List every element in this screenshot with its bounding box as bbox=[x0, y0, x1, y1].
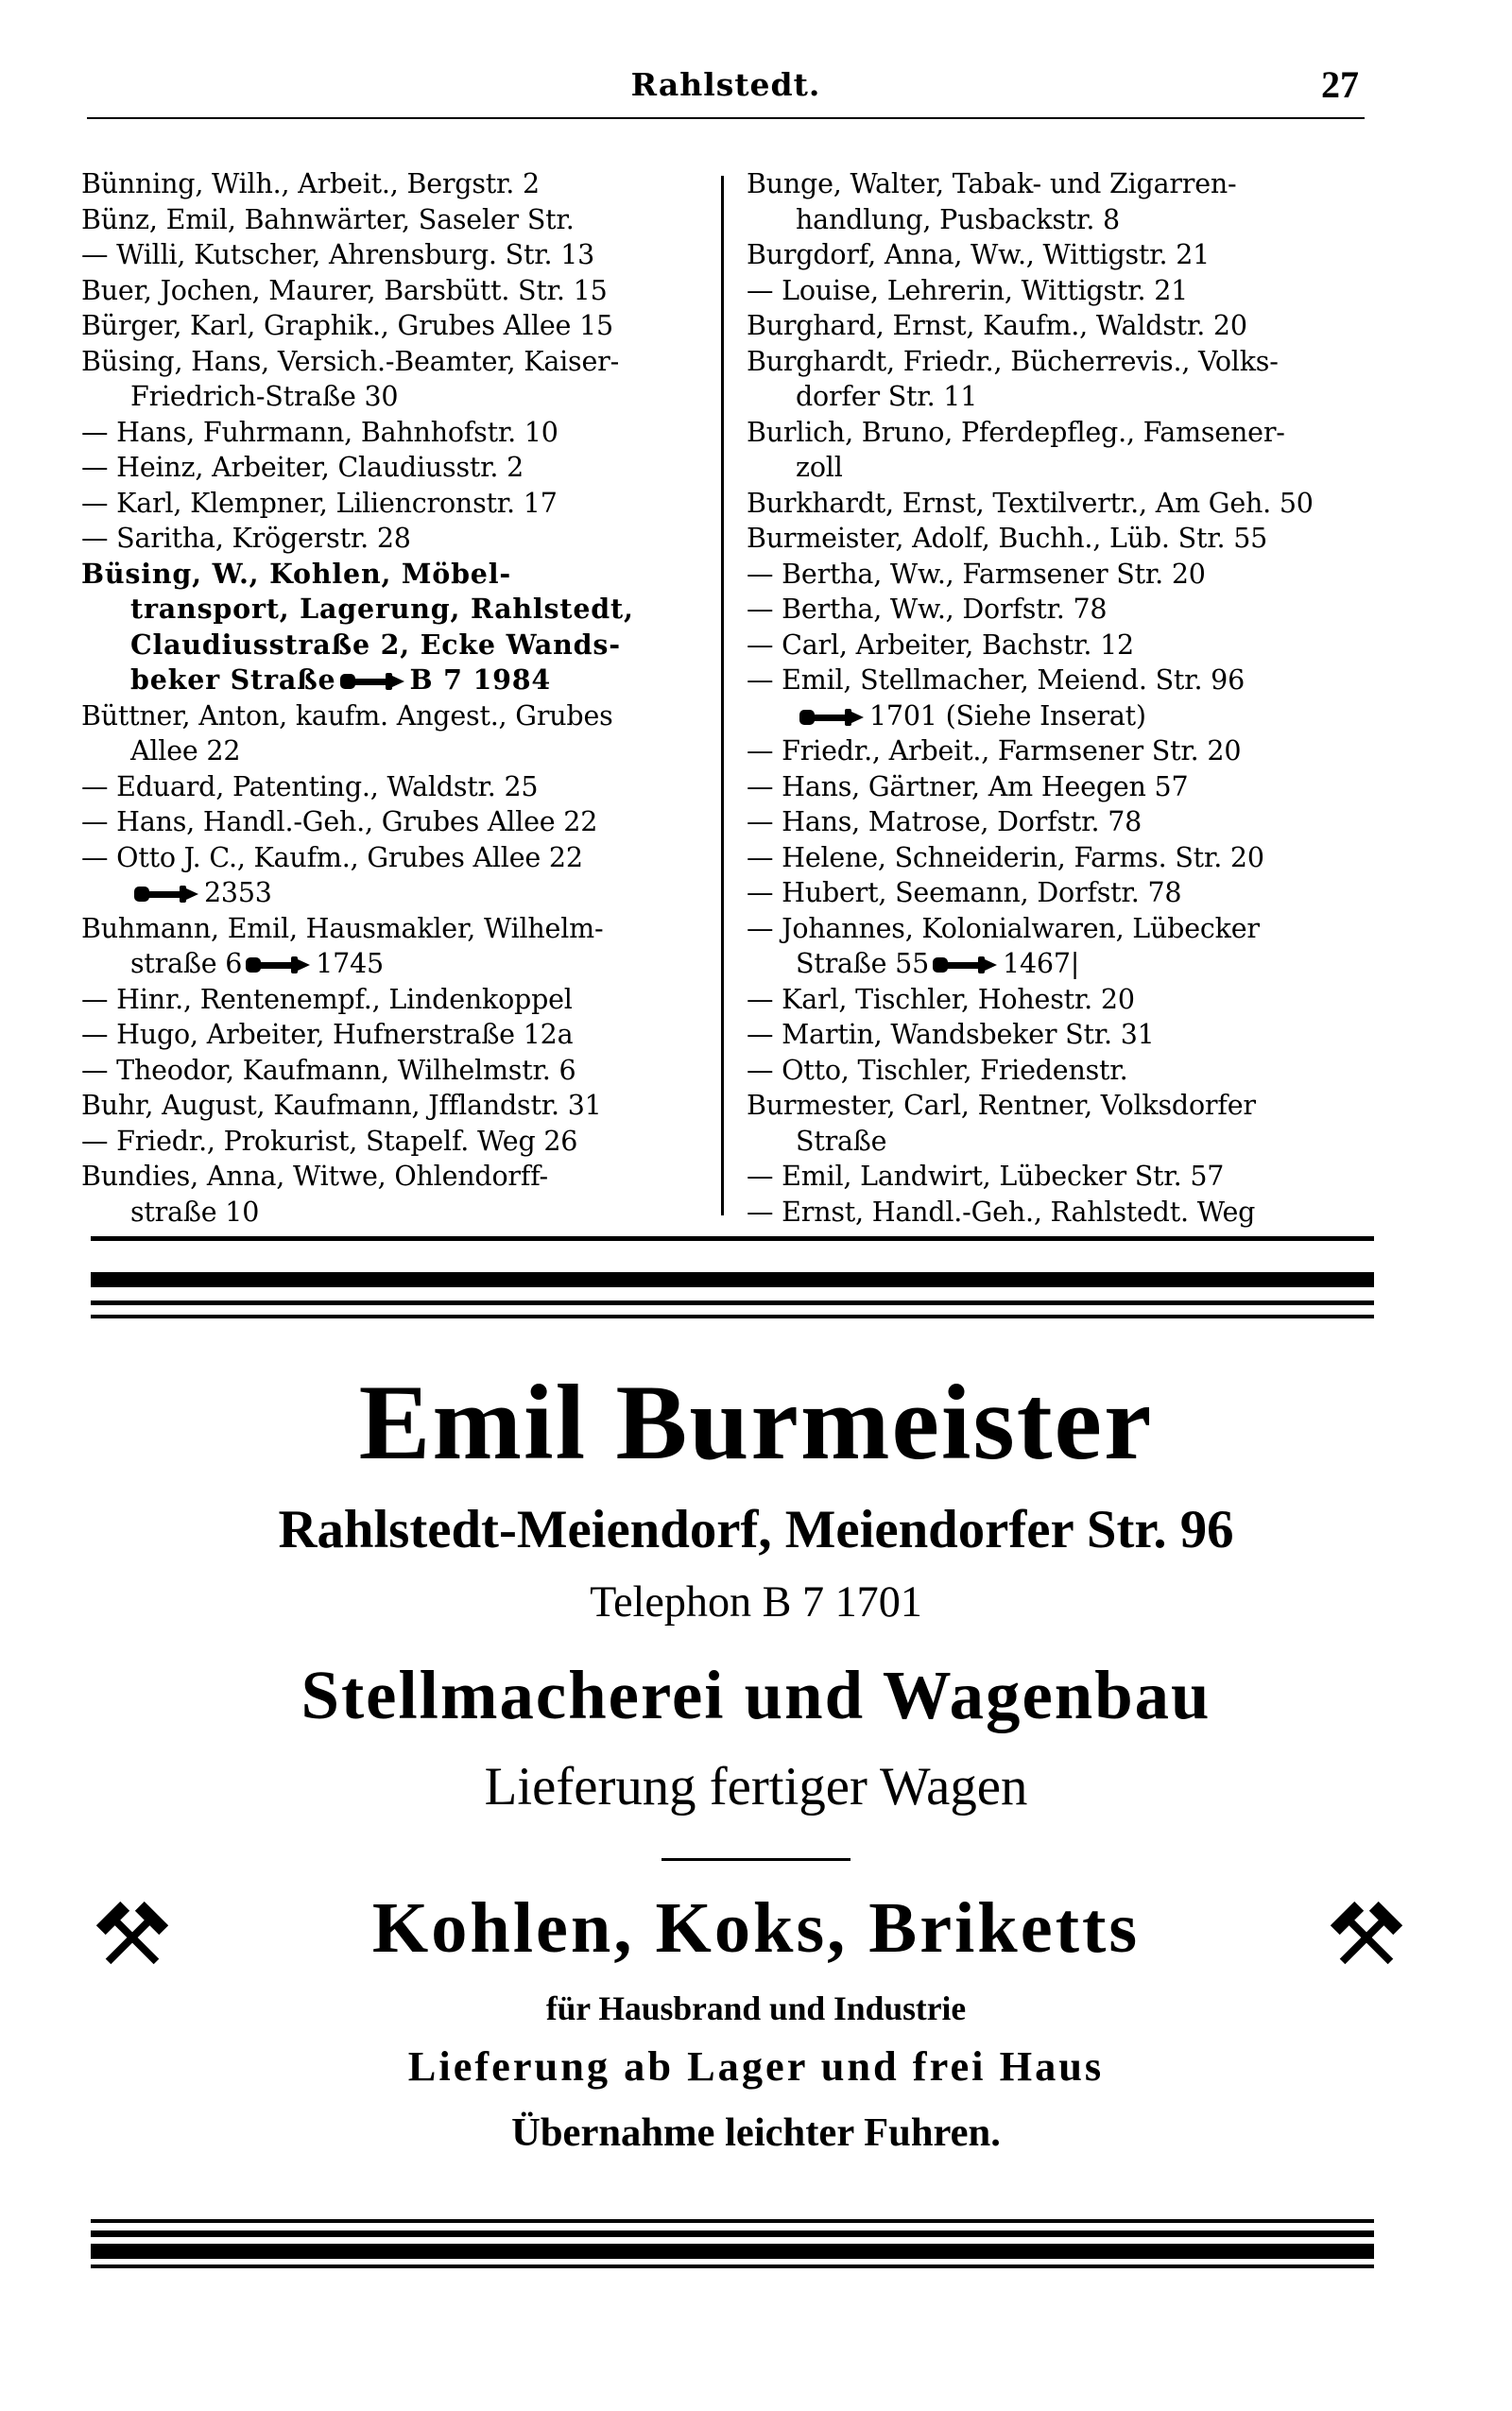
directory-entry bbox=[747, 1195, 1370, 1231]
directory-entry bbox=[747, 1159, 1370, 1195]
entry-text: Burkhardt, Ernst, Textilvertr., Am Geh. 50 bbox=[747, 487, 1314, 519]
entry-text: — Hans, Gärtner, Am Heegen 57 bbox=[747, 770, 1189, 802]
directory-entry bbox=[81, 308, 699, 344]
entry-text: Burgdorf, Anna, Ww., Wittigstr. 21 bbox=[747, 239, 1211, 270]
entry-text: straße 10 bbox=[130, 1196, 260, 1228]
directory-entry bbox=[81, 733, 699, 769]
entry-text: Burlich, Bruno, Pferdepfleg., Famsener- bbox=[747, 416, 1285, 448]
directory-entry bbox=[81, 840, 699, 876]
directory-entry bbox=[747, 166, 1370, 202]
entry-phone-number: B 7 1984 bbox=[409, 663, 551, 696]
directory-entry bbox=[747, 769, 1370, 805]
entry-text: — Theodor, Kaufmann, Wilhelmstr. 6 bbox=[81, 1054, 576, 1086]
telephone-receiver-icon bbox=[340, 672, 404, 691]
entry-text: Straße 55 bbox=[796, 948, 930, 979]
entry-text: — Otto J. C., Kaufm., Grubes Allee 22 bbox=[81, 841, 583, 873]
directory-entry bbox=[747, 450, 1370, 486]
ad-center-rule bbox=[662, 1858, 850, 1861]
entry-text: — Emil, Landwirt, Lübecker Str. 57 bbox=[747, 1161, 1225, 1192]
ad-company-name: Emil Burmeister bbox=[358, 1363, 1154, 1482]
directory-left-column bbox=[81, 166, 699, 1230]
entry-phone-number: 1467| bbox=[1003, 948, 1080, 979]
directory-entry bbox=[747, 237, 1370, 273]
directory-entry bbox=[747, 1124, 1370, 1160]
ad-rule bbox=[91, 1300, 1374, 1305]
entry-text: — Martin, Wandsbeker Str. 31 bbox=[747, 1019, 1155, 1050]
entry-text: Bunge, Walter, Tabak- und Zigarren- bbox=[747, 168, 1237, 199]
entry-text: — Bertha, Ww., Farmsener Str. 20 bbox=[747, 558, 1206, 590]
ad-rule bbox=[91, 2244, 1374, 2259]
ad-supply: Lieferung ab Lager und frei Haus bbox=[407, 2042, 1105, 2090]
directory-entry bbox=[747, 911, 1370, 947]
entry-text: — Karl, Klempner, Liliencronstr. 17 bbox=[81, 487, 558, 519]
ad-rule bbox=[91, 2265, 1374, 2268]
directory-entry bbox=[81, 1088, 699, 1124]
entry-text: Büsing, Hans, Versich.-Beamter, Kaiser- bbox=[81, 345, 620, 377]
directory-entry bbox=[747, 308, 1370, 344]
directory-entry bbox=[81, 486, 699, 522]
directory-entry bbox=[81, 1053, 699, 1089]
directory-entry bbox=[81, 804, 699, 840]
entry-text: — Eduard, Patenting., Waldstr. 25 bbox=[81, 770, 539, 802]
page-title: Rahlstedt. bbox=[630, 66, 821, 103]
ad-rule bbox=[91, 1272, 1374, 1287]
directory-entry bbox=[81, 769, 699, 805]
entry-text: Burmeister, Adolf, Buchh., Lüb. Str. 55 bbox=[747, 523, 1268, 554]
ad-transport: Übernahme leichter Fuhren. bbox=[511, 2110, 1001, 2155]
directory-entry bbox=[81, 982, 699, 1018]
telephone-receiver-icon bbox=[933, 956, 997, 974]
ad-rule bbox=[91, 2219, 1374, 2223]
entry-text: Allee 22 bbox=[130, 735, 241, 766]
directory-entry bbox=[81, 379, 699, 415]
entry-text: Bünz, Emil, Bahnwärter, Saseler Str. bbox=[81, 203, 575, 235]
directory-entry bbox=[81, 202, 699, 238]
directory-entry bbox=[747, 1088, 1370, 1124]
entry-text: — Hinr., Rentenempf., Lindenkoppel bbox=[81, 983, 573, 1015]
directory-entry bbox=[81, 1195, 699, 1231]
directory-entry bbox=[747, 202, 1370, 238]
entry-text: — Helene, Schneiderin, Farms. Str. 20 bbox=[747, 841, 1264, 873]
entry-text: — Louise, Lehrerin, Wittigstr. 21 bbox=[747, 274, 1189, 306]
entry-text: Buhr, August, Kaufmann, Jfflandstr. 31 bbox=[81, 1090, 602, 1121]
entry-text: handlung, Pusbackstr. 8 bbox=[796, 203, 1120, 235]
entry-text: — Hans, Handl.-Geh., Grubes Allee 22 bbox=[81, 806, 598, 837]
entry-text: — Willi, Kutscher, Ahrensburg. Str. 13 bbox=[81, 239, 595, 270]
telephone-receiver-icon bbox=[134, 885, 198, 904]
directory-entry bbox=[81, 592, 699, 628]
entry-text: — Hubert, Seemann, Dorfstr. 78 bbox=[747, 877, 1182, 908]
ad-telephone: Telephon B 7 1701 bbox=[590, 1577, 922, 1626]
directory-entry bbox=[81, 1124, 699, 1160]
column-divider bbox=[721, 176, 724, 1215]
entry-phone-number: 2353 bbox=[204, 877, 272, 908]
entry-text: dorfer Str. 11 bbox=[796, 381, 978, 412]
directory-entry bbox=[81, 911, 699, 947]
entry-text: Burmester, Carl, Rentner, Volksdorfer bbox=[747, 1090, 1256, 1121]
directory-entry bbox=[747, 379, 1370, 415]
directory-entry bbox=[747, 982, 1370, 1018]
directory-entry bbox=[747, 1053, 1370, 1089]
entry-text: Bundies, Anna, Witwe, Ohlendorff- bbox=[81, 1161, 548, 1192]
directory-entry bbox=[81, 450, 699, 486]
entry-text: — Hugo, Arbeiter, Hufnerstraße 12a bbox=[81, 1019, 574, 1050]
entry-text: — Ernst, Handl.-Geh., Rahlstedt. Weg bbox=[747, 1196, 1256, 1228]
entry-text: — Hans, Matrose, Dorfstr. 78 bbox=[747, 806, 1143, 837]
entry-text: — Hans, Fuhrmann, Bahnhofstr. 10 bbox=[81, 416, 558, 448]
telephone-receiver-icon bbox=[799, 708, 864, 727]
entry-text: Straße bbox=[796, 1125, 887, 1157]
entry-phone-number: 1745 bbox=[316, 948, 384, 979]
directory-entry bbox=[747, 415, 1370, 451]
ad-rule bbox=[91, 1236, 1374, 1241]
directory-entry bbox=[81, 273, 699, 309]
entry-text: — Bertha, Ww., Dorfstr. 78 bbox=[747, 594, 1108, 625]
directory-entry bbox=[81, 1159, 699, 1195]
directory-entry bbox=[747, 344, 1370, 380]
telephone-receiver-icon bbox=[246, 956, 310, 974]
directory-entry bbox=[747, 875, 1370, 911]
ad-address: Rahlstedt-Meiendorf, Meiendorfer Str. 96 bbox=[278, 1500, 1234, 1559]
directory-entry bbox=[81, 946, 699, 982]
directory-entry bbox=[747, 557, 1370, 593]
entry-text: Burghard, Ernst, Kaufm., Waldstr. 20 bbox=[747, 310, 1247, 341]
directory-entry bbox=[747, 733, 1370, 769]
entry-text: Büsing, W., Kohlen, Möbel- bbox=[81, 557, 511, 590]
ad-delivery: Lieferung fertiger Wagen bbox=[484, 1757, 1028, 1817]
entry-text: Bürger, Karl, Graphik., Grubes Allee 15 bbox=[81, 310, 613, 341]
entry-text: Buhmann, Emil, Hausmakler, Wilhelm- bbox=[81, 912, 604, 944]
ad-rule bbox=[91, 2230, 1374, 2237]
directory-entry bbox=[747, 663, 1370, 698]
entry-text: Buer, Jochen, Maurer, Barsbütt. Str. 15 bbox=[81, 274, 608, 306]
directory-entry bbox=[81, 521, 699, 557]
entry-text: transport, Lagerung, Rahlstedt, bbox=[130, 593, 634, 625]
header-rule bbox=[87, 117, 1365, 119]
entry-text: beker Straße bbox=[130, 663, 336, 696]
page-number: 27 bbox=[1321, 63, 1359, 106]
directory-entry bbox=[81, 875, 699, 911]
entry-text: Büttner, Anton, kaufm. Angest., Grubes bbox=[81, 699, 613, 732]
ad-fuel: Kohlen, Koks, Briketts bbox=[371, 1887, 1141, 1968]
directory-entry bbox=[81, 628, 699, 663]
directory-right-column bbox=[747, 166, 1370, 1230]
entry-text: — Karl, Tischler, Hohestr. 20 bbox=[747, 983, 1135, 1015]
directory-entry bbox=[747, 628, 1370, 663]
directory-entry bbox=[747, 840, 1370, 876]
entry-text: — Otto, Tischler, Friedenstr. bbox=[747, 1054, 1128, 1086]
ad-trade: Stellmacherei und Wagenbau bbox=[301, 1657, 1211, 1733]
ad-fuel-use: für Hausbrand und Industrie bbox=[545, 1989, 967, 2027]
entry-text: — Johannes, Kolonialwaren, Lübecker bbox=[747, 912, 1260, 944]
directory-entry bbox=[81, 557, 699, 593]
directory-entry bbox=[81, 698, 699, 734]
directory-entry bbox=[747, 592, 1370, 628]
entry-text: — Friedr., Prokurist, Stapelf. Weg 26 bbox=[81, 1125, 578, 1157]
running-header bbox=[87, 59, 1365, 115]
directory-entry bbox=[81, 344, 699, 380]
entry-text: zoll bbox=[796, 452, 843, 483]
directory-entry bbox=[747, 698, 1370, 734]
directory-entry bbox=[747, 486, 1370, 522]
entry-text: — Saritha, Krögerstr. 28 bbox=[81, 523, 411, 554]
entry-text: — Friedr., Arbeit., Farmsener Str. 20 bbox=[747, 735, 1242, 766]
entry-text: — Emil, Stellmacher, Meiend. Str. 96 bbox=[747, 664, 1246, 696]
directory-entry bbox=[81, 237, 699, 273]
directory-entry bbox=[747, 946, 1370, 982]
entry-text: Burghardt, Friedr., Bücherrevis., Volks- bbox=[747, 345, 1279, 377]
directory-entry bbox=[81, 166, 699, 202]
entry-text: Friedrich-Straße 30 bbox=[130, 381, 399, 412]
directory-entry bbox=[747, 521, 1370, 557]
ad-rule bbox=[91, 1315, 1374, 1318]
entry-text: Claudiusstraße 2, Ecke Wands- bbox=[130, 628, 621, 661]
directory-entry bbox=[747, 804, 1370, 840]
entry-text: Bünning, Wilh., Arbeit., Bergstr. 2 bbox=[81, 168, 540, 199]
entry-text: straße 6 bbox=[130, 948, 243, 979]
entry-text: — Heinz, Arbeiter, Claudiusstr. 2 bbox=[81, 452, 524, 483]
entry-phone-number: 1701 (Siehe Inserat) bbox=[869, 699, 1146, 732]
directory-entry bbox=[747, 273, 1370, 309]
directory-entry bbox=[81, 415, 699, 451]
directory-entry bbox=[747, 1017, 1370, 1053]
crossed-hammers-icon bbox=[1329, 1900, 1404, 1975]
directory-entry bbox=[81, 663, 699, 698]
directory-entry bbox=[81, 1017, 699, 1053]
entry-text: — Carl, Arbeiter, Bachstr. 12 bbox=[747, 629, 1134, 661]
